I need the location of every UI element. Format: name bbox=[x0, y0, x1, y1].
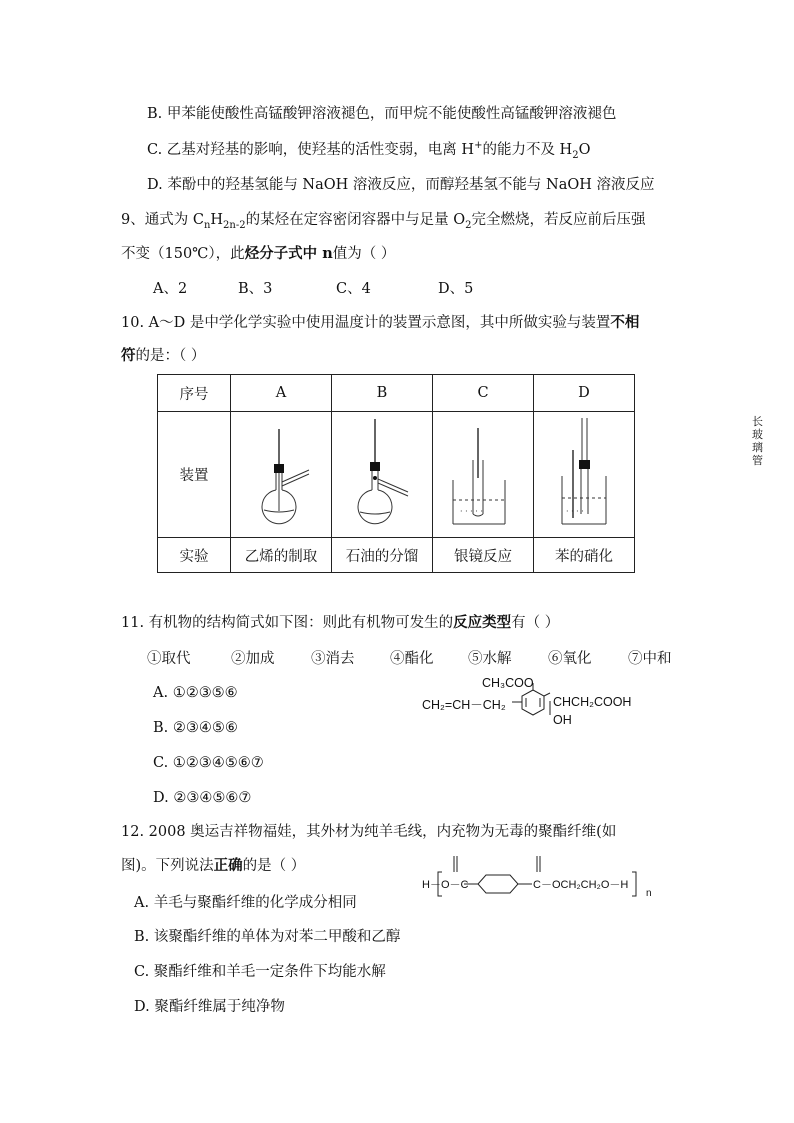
table-header-cell: D bbox=[534, 375, 635, 412]
q12-stem-line1: 12. 2008 奥运吉祥物福娃，其外材为纯羊毛线，内充物为无毒的聚酯纤维(如 bbox=[121, 824, 617, 840]
table-header-cell: 序号 bbox=[158, 375, 231, 412]
table-header-cell: B bbox=[332, 375, 433, 412]
table-cell: 苯的硝化 bbox=[534, 538, 635, 573]
apparatus-b-figure bbox=[332, 412, 433, 538]
table-cell: 银镜反应 bbox=[433, 538, 534, 573]
apparatus-c-figure bbox=[433, 412, 534, 538]
q9-option-d: D、5 bbox=[438, 281, 474, 297]
q8-option-b: B. 甲苯能使酸性高锰酸钾溶液褪色，而甲烷不能使酸性高锰酸钾溶液褪色 bbox=[147, 106, 617, 122]
q9-option-b: B、3 bbox=[238, 281, 273, 297]
q8-option-d: D. 苯酚中的羟基氢能与 NaOH 溶液反应，而醇羟基氢不能与 NaOH 溶液反应 bbox=[147, 177, 655, 193]
table-cell: 乙烯的制取 bbox=[231, 538, 332, 573]
q12-option-c: C. 聚酯纤维和羊毛一定条件下均能水解 bbox=[134, 964, 386, 980]
q11-structure-figure bbox=[420, 678, 640, 743]
q11-option-a: A. ①②③⑤⑥ bbox=[153, 685, 238, 701]
q11-type-1: ①取代 bbox=[147, 651, 191, 667]
q11-option-d: D. ②③④⑤⑥⑦ bbox=[153, 790, 252, 806]
q11-option-c: C. ①②③④⑤⑥⑦ bbox=[153, 755, 264, 771]
q12-option-b: B. 该聚酯纤维的单体为对苯二甲酸和乙醇 bbox=[134, 929, 401, 945]
q12-option-d: D. 聚酯纤维属于纯净物 bbox=[134, 999, 285, 1015]
q8-option-c: C. 乙基对羟基的影响，使羟基的活性变弱，电离 H+的能力不及 $H_2O$ bbox=[147, 140, 591, 161]
q12-stem-line2: 图)。下列说法正确的是（ ） bbox=[121, 857, 306, 874]
polyester-right-end: C－OCH₂CH₂O－H bbox=[533, 879, 629, 891]
long-glass-tube-label: 长玻璃管 bbox=[752, 414, 763, 467]
table-cell: 石油的分馏 bbox=[332, 538, 433, 573]
svg-text:· · · · ·: · · · · · bbox=[460, 506, 483, 516]
table-row-label: 装置 bbox=[158, 412, 231, 538]
structure-acid-chain: CHCH₂COOH bbox=[553, 695, 632, 709]
q11-type-3: ③消去 bbox=[311, 651, 355, 667]
structure-allyl-group: CH₂=CH－CH₂ bbox=[422, 698, 506, 712]
apparatus-a-figure bbox=[231, 412, 332, 538]
table-header-cell: C bbox=[433, 375, 534, 412]
q11-option-b: B. ②③④⑤⑥ bbox=[153, 720, 238, 736]
q11-stem: 11. 有机物的结构简式如下图：则此有机物可发生的反应类型有（ ） bbox=[121, 614, 560, 631]
table-header-cell: A bbox=[231, 375, 332, 412]
structure-hydroxyl: OH bbox=[553, 713, 572, 727]
table-row-label: 实验 bbox=[158, 538, 231, 573]
q10-stem-line2: 符的是：（ ） bbox=[121, 347, 206, 364]
q9-option-a: A、2 bbox=[153, 281, 188, 297]
polyester-repeat-n: n bbox=[646, 888, 652, 899]
q9-stem-line1: 9、通式为 $C_nH_{2n-2}$的某烃在定容密闭容器中与足量 $O_2$完全燃烧，若反应前后压强 bbox=[121, 212, 646, 231]
q9-option-c: C、4 bbox=[336, 281, 371, 297]
q11-type-6: ⑥氧化 bbox=[548, 651, 592, 667]
apparatus-table bbox=[157, 374, 763, 573]
q11-type-7: ⑦中和 bbox=[628, 651, 672, 667]
structure-ester-group: CH₃COO bbox=[482, 676, 534, 690]
svg-text:· · · ·: · · · · bbox=[566, 506, 584, 516]
polyester-left-end: H－O－C bbox=[422, 879, 469, 891]
q11-type-5: ⑤水解 bbox=[468, 651, 512, 667]
q11-type-2: ②加成 bbox=[231, 651, 275, 667]
q12-option-a: A. 羊毛与聚酯纤维的化学成分相同 bbox=[134, 895, 357, 911]
apparatus-d-figure bbox=[534, 412, 763, 538]
q9-stem-line2: 不变（150℃），此烃分子式中 n值为（ ） bbox=[121, 245, 396, 262]
q11-type-4: ④酯化 bbox=[390, 651, 434, 667]
q10-stem-line1: 10. A～D 是中学化学实验中使用温度计的装置示意图，其中所做实验与装置不相 bbox=[121, 314, 640, 331]
q12-polyester-structure bbox=[420, 852, 660, 902]
